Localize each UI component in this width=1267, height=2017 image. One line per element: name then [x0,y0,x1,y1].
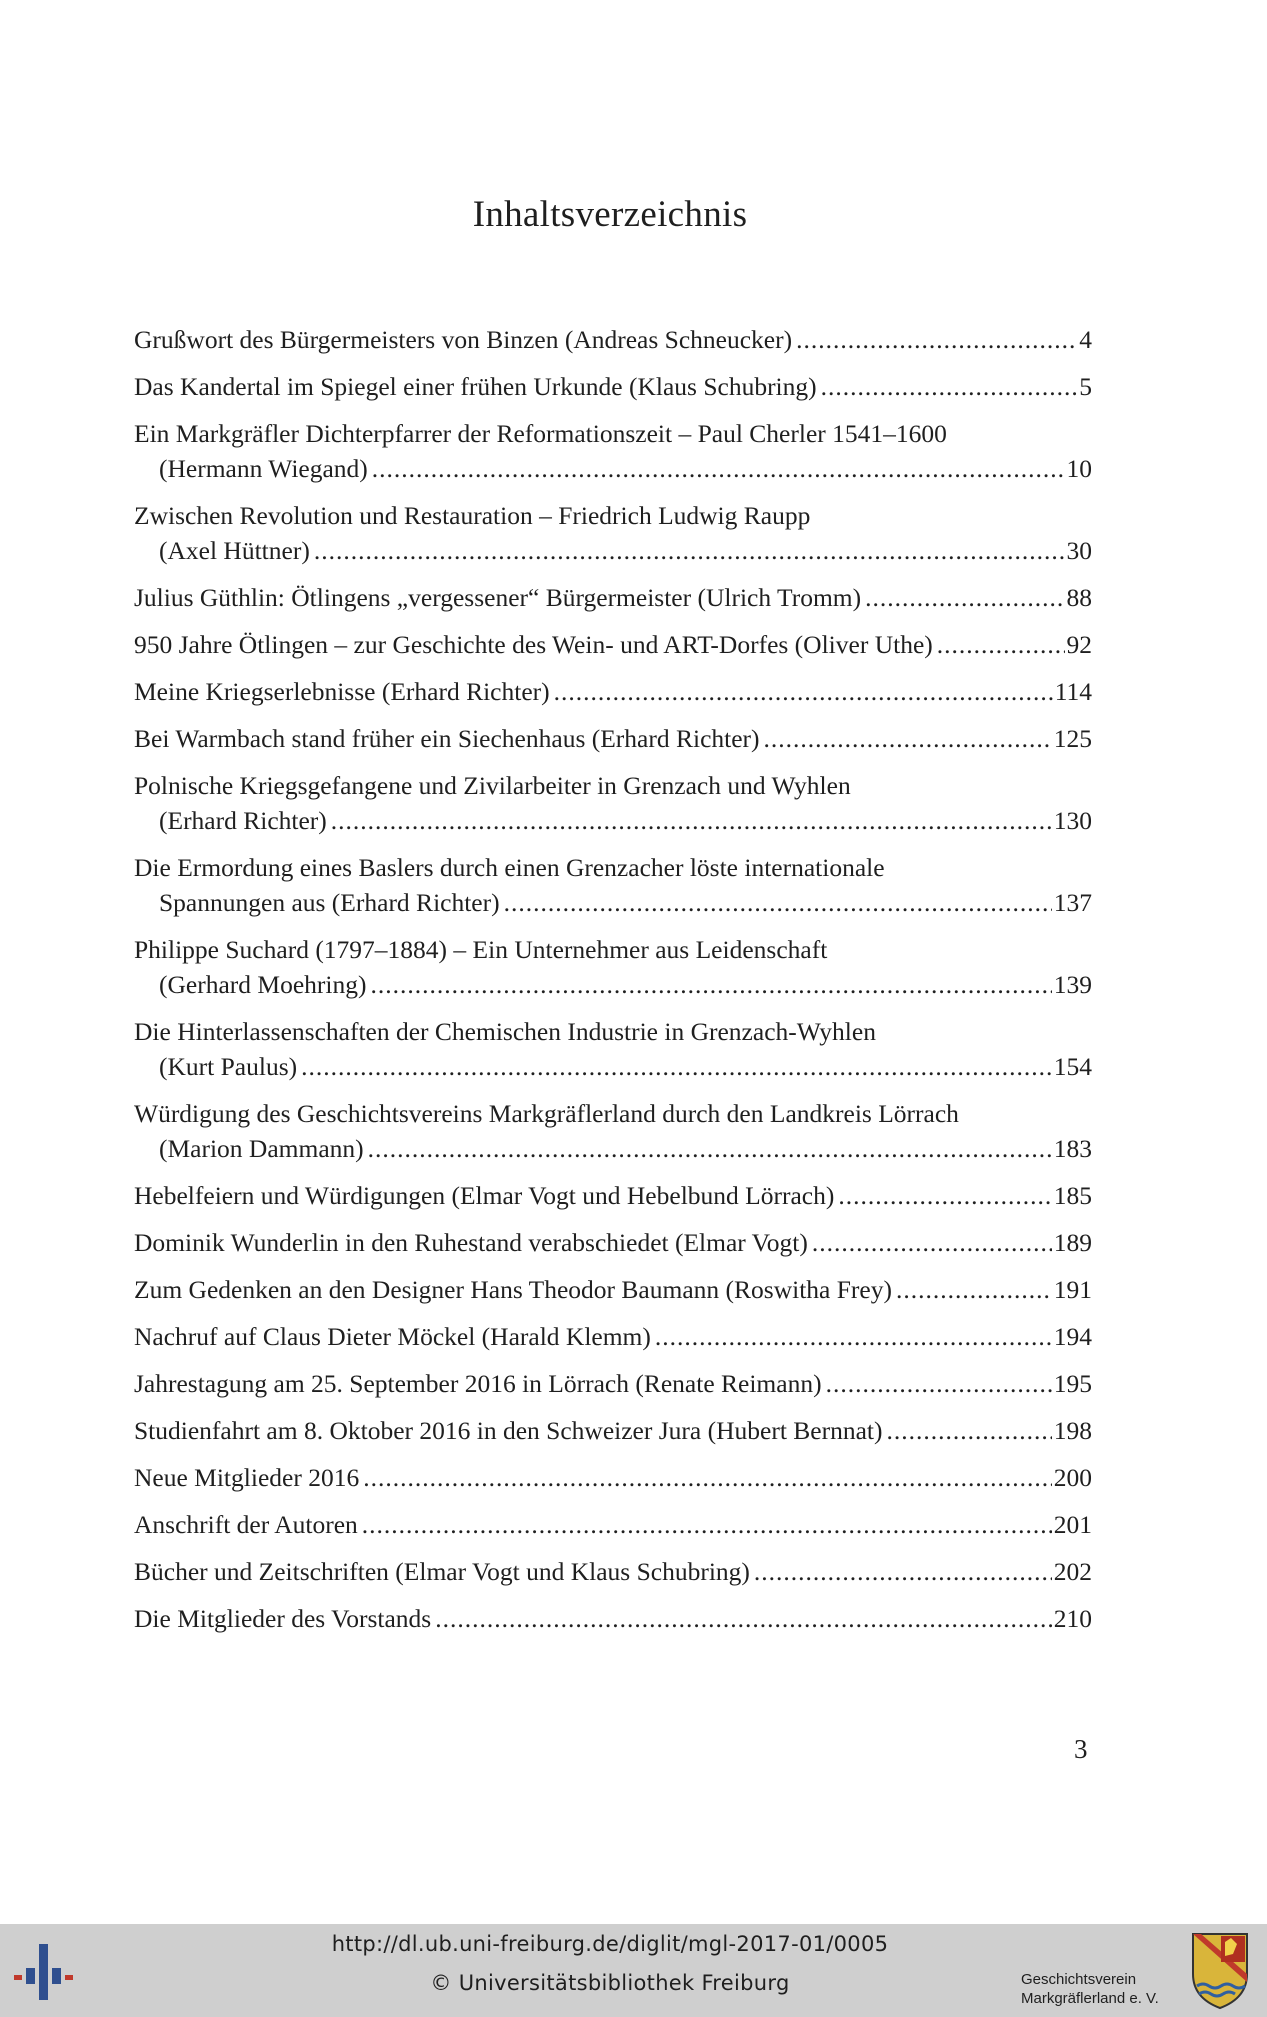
toc-line [134,416,1092,451]
dot-leader [554,674,1053,709]
society-name-line1: Geschichtsverein [1021,1971,1137,1988]
toc-page-number: 200 [1053,1463,1092,1492]
toc-line [134,1601,1092,1636]
toc-entry-title: Ein Markgräfler Dichterpfarrer der Reformationszeit – Paul Cherler 1541–1600 [134,419,947,448]
toc-entry-title: Neue Mitglieder 2016 [134,1463,360,1492]
toc-line [134,803,1092,838]
toc-entry[interactable] [134,1225,1092,1260]
footer-copyright: © Universitätsbibliothek Freiburg [430,1971,790,1995]
toc-entry-title: Würdigung des Geschichtsvereins Markgräflerland durch den Landkreis Lörrach [134,1099,959,1128]
toc-entry-title: Philippe Suchard (1797–1884) – Ein Unternehmer aus Leidenschaft [134,935,828,964]
dot-leader [362,1507,1052,1542]
toc-page-number: 130 [1053,806,1092,835]
dot-leader [363,1460,1052,1495]
toc-page-number: 202 [1053,1557,1092,1586]
toc-page-number: 137 [1053,888,1092,917]
dot-leader [896,1272,1052,1307]
toc-line [134,451,1092,486]
footer-bar [0,1924,1267,2017]
toc-entry-title: Meine Kriegserlebnisse (Erhard Richter) [134,677,550,706]
toc-entry-title: Dominik Wunderlin in den Ruhestand verabschiedet (Elmar Vogt) [134,1228,808,1257]
toc-entry-title: Das Kandertal im Spiegel einer frühen Urkunde (Klaus Schubring) [134,372,817,401]
toc-page-number: 195 [1053,1369,1092,1398]
toc-page-number: 5 [1079,372,1092,401]
toc-line [134,1413,1092,1448]
toc-entry-title: Spannungen aus (Erhard Richter) [159,888,500,917]
society-name [1021,1970,1159,2008]
toc-page-number: 4 [1079,325,1092,354]
dot-leader [370,967,1051,1002]
toc-page-number: 154 [1053,1052,1092,1081]
toc-entry[interactable] [134,322,1092,357]
toc-line [134,850,1092,885]
dot-leader [821,369,1078,404]
toc-line [134,1131,1092,1166]
toc-page-number: 88 [1066,583,1092,612]
toc-entry-title: Julius Güthlin: Ötlingens „vergessener“ Bürgermeister (Ulrich Tromm) [134,583,862,612]
dot-leader [314,533,1065,568]
toc-entry-title: Jahrestagung am 25. September 2016 in Lörrach (Renate Reimann) [134,1369,822,1398]
toc-entry-title: Hebelfeiern und Würdigungen (Elmar Vogt und Hebelbund Lörrach) [134,1181,835,1210]
toc-entry-title: Zwischen Revolution und Restauration – Friedrich Ludwig Raupp [134,501,811,530]
toc-entry[interactable] [134,721,1092,756]
toc-line [134,533,1092,568]
toc-page-number: 114 [1054,677,1092,706]
dot-leader [655,1319,1052,1354]
toc-line [134,721,1092,756]
toc-entry-title: Anschrift der Autoren [134,1510,358,1539]
toc-entry[interactable] [134,1554,1092,1589]
toc-entry-title: (Gerhard Moehring) [159,970,367,999]
dot-leader [887,1413,1052,1448]
toc-line [134,369,1092,404]
toc-entry-title: Studienfahrt am 8. Oktober 2016 in den Schweizer Jura (Hubert Bernnat) [134,1416,883,1445]
toc-line [134,768,1092,803]
toc-entry-title: Zum Gedenken an den Designer Hans Theodor Baumann (Roswitha Frey) [134,1275,892,1304]
page-title: Inhaltsverzeichnis [472,194,748,235]
toc-line [134,1460,1092,1495]
toc-entry[interactable] [134,1178,1092,1213]
toc-entry[interactable] [134,369,1092,404]
toc-entry-title: Polnische Kriegsgefangene und Zivilarbeiter in Grenzach und Wyhlen [134,771,851,800]
toc-entry-title: Die Mitglieder des Vorstands [134,1604,432,1633]
toc-entry[interactable] [134,1319,1092,1354]
dot-leader [812,1225,1052,1260]
toc-line [134,932,1092,967]
dot-leader [796,322,1077,357]
toc-line [134,1272,1092,1307]
toc-entry[interactable] [134,580,1092,615]
dot-leader [865,580,1064,615]
toc-entry-title: (Erhard Richter) [159,806,327,835]
dot-leader [435,1601,1052,1636]
toc-entry[interactable] [134,1014,1092,1084]
toc-entry[interactable] [134,1601,1092,1636]
toc-page-number: 210 [1053,1604,1092,1633]
toc-line [134,1014,1092,1049]
toc-entry-title: Grußwort des Bürgermeisters von Binzen (Andreas Schneucker) [134,325,793,354]
table-of-contents [134,322,1092,1648]
toc-line [134,1049,1092,1084]
toc-entry[interactable] [134,1507,1092,1542]
toc-entry[interactable] [134,627,1092,662]
toc-page-number: 92 [1066,630,1092,659]
toc-line [134,627,1092,662]
toc-page-number: 30 [1066,536,1092,565]
dot-leader [937,627,1065,662]
toc-entry-title: 950 Jahre Ötlingen – zur Geschichte des Wein- und ART-Dorfes (Oliver Uthe) [134,630,933,659]
toc-page-number: 185 [1053,1181,1092,1210]
toc-entry-title: Bei Warmbach stand früher ein Siechenhaus (Erhard Richter) [134,724,760,753]
markgraeflerland-crest-icon [1191,1932,1249,2010]
toc-entry[interactable] [134,850,1092,920]
dot-leader [826,1366,1052,1401]
toc-page-number: 198 [1053,1416,1092,1445]
toc-line [134,1507,1092,1542]
toc-entry-title: (Kurt Paulus) [159,1052,298,1081]
toc-line [134,674,1092,709]
toc-entry-title: (Marion Dammann) [159,1134,364,1163]
dot-leader [754,1554,1052,1589]
toc-line [134,1366,1092,1401]
dot-leader [368,1131,1052,1166]
toc-line [134,967,1092,1002]
toc-entry[interactable] [134,1366,1092,1401]
toc-entry-title: Bücher und Zeitschriften (Elmar Vogt und Klaus Schubring) [134,1557,750,1586]
toc-entry[interactable] [134,416,1092,486]
toc-line [134,322,1092,357]
toc-entry[interactable] [134,1096,1092,1166]
toc-page-number: 125 [1053,724,1092,753]
dot-leader [764,721,1052,756]
dot-leader [838,1178,1051,1213]
toc-page-number: 139 [1053,970,1092,999]
toc-line [134,1554,1092,1589]
toc-line [134,1319,1092,1354]
page-number: 3 [1074,1734,1088,1764]
toc-line [134,580,1092,615]
toc-page-number: 194 [1053,1322,1092,1351]
dot-leader [331,803,1052,838]
toc-entry-title: (Hermann Wiegand) [159,454,368,483]
toc-entry[interactable] [134,768,1092,838]
toc-line [134,1178,1092,1213]
toc-entry[interactable] [134,674,1092,709]
toc-line [134,498,1092,533]
toc-entry[interactable] [134,1413,1092,1448]
toc-entry[interactable] [134,1272,1092,1307]
dot-leader [504,885,1052,920]
toc-line [134,885,1092,920]
toc-entry-title: (Axel Hüttner) [159,536,310,565]
society-name-line2: Markgräflerland e. V. [1021,1990,1159,2007]
toc-entry-title: Nachruf auf Claus Dieter Möckel (Harald Klemm) [134,1322,651,1351]
toc-entry[interactable] [134,1460,1092,1495]
toc-page-number: 189 [1053,1228,1092,1257]
toc-page-number: 10 [1066,454,1092,483]
toc-entry[interactable] [134,932,1092,1002]
toc-entry-title: Die Ermordung eines Baslers durch einen Grenzacher löste internationale [134,853,885,882]
toc-line [134,1096,1092,1131]
dot-leader [301,1049,1052,1084]
toc-entry-title: Die Hinterlassenschaften der Chemischen Industrie in Grenzach-Wyhlen [134,1017,876,1046]
toc-page-number: 191 [1053,1275,1092,1304]
toc-entry[interactable] [134,498,1092,568]
footer-url-link[interactable]: http://dl.ub.uni-freiburg.de/diglit/mgl-2017-01/0005 [331,1932,889,1956]
toc-line [134,1225,1092,1260]
toc-page-number: 183 [1053,1134,1092,1163]
toc-page-number: 201 [1053,1510,1092,1539]
dot-leader [372,451,1065,486]
